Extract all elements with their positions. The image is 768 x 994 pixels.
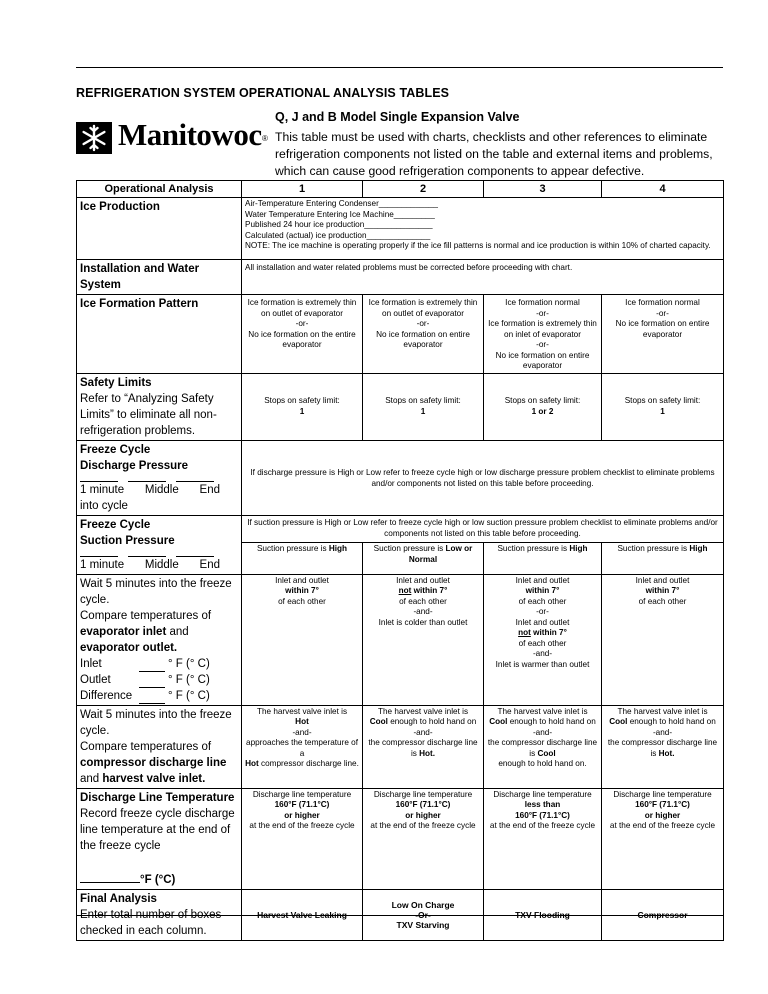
snowflake-logo-icon xyxy=(76,122,112,154)
logo-wordmark: Manitowoc xyxy=(118,117,262,152)
safety-col-3: Stops on safety limit: 1 or 2 xyxy=(484,373,602,440)
ice-production-fields: Air-Temperature Entering Condenser_____________ Water Temperature Entering Ice Machine_________ Published 24 hour ice production_______________ Calculated (actual) ice production______________ NOTE: The ice machine is operating properly if the ice fill patterns is normal and ice production is within 10% of charted capacity. xyxy=(242,198,724,260)
bottom-rule xyxy=(76,915,723,916)
operational-analysis-table xyxy=(76,180,724,941)
header-cell: 1 xyxy=(242,181,363,198)
row-label: Wait 5 minutes into the freeze cycle. Compare temperatures of compressor discharge line and harvest valve inlet. xyxy=(77,705,242,788)
evaporator-col-2: Inlet and outlet not within 7° of each other -and- Inlet is colder than outlet xyxy=(363,574,484,705)
row-label: Ice Formation Pattern xyxy=(77,295,242,374)
table-row xyxy=(77,260,724,295)
table-row xyxy=(77,295,724,374)
ice-formation-col-4: Ice formation normal -or- No ice formation on entire evaporator xyxy=(602,295,724,374)
header-cell: 4 xyxy=(602,181,724,198)
header-cell: 3 xyxy=(484,181,602,198)
row-label: Installation and Water System xyxy=(77,260,242,295)
discharge-temp-col-4: Discharge line temperature 160°F (71.1°C) or higher at the end of the freeze cycle xyxy=(602,788,724,889)
table-row xyxy=(77,515,724,543)
top-rule xyxy=(76,67,723,68)
suction-col-2: Suction pressure is Low or Normal xyxy=(363,543,484,574)
subtitle: Q, J and B Model Single Expansion Valve xyxy=(275,110,520,124)
manitowoc-logo xyxy=(76,116,268,160)
header-cell: 2 xyxy=(363,181,484,198)
row-label: Discharge Line Temperature Record freeze cycle discharge line temperature at the end of the freeze cycle °F (°C) xyxy=(77,788,242,889)
ice-formation-col-3: Ice formation normal -or- Ice formation is extremely thin on inlet of evaporator -or- No ice formation on entire evaporator xyxy=(484,295,602,374)
temperature-blank[interactable] xyxy=(80,882,140,883)
suction-col-3: Suction pressure is High xyxy=(484,543,602,574)
row-label: Final Analysis Enter total number of boxes checked in each column. xyxy=(77,889,242,940)
table-row xyxy=(77,705,724,788)
harvest-col-1: The harvest valve inlet is Hot -and- approaches the temperature of a Hot compressor discharge line. xyxy=(242,705,363,788)
final-col-4: Compressor xyxy=(602,889,724,940)
table-row xyxy=(77,198,724,260)
table-row xyxy=(77,788,724,889)
final-col-2: Low On Charge -Or- TXV Starving xyxy=(363,889,484,940)
ice-formation-col-1: Ice formation is extremely thin on outlet of evaporator -or- No ice formation on the entire evaporator xyxy=(242,295,363,374)
evaporator-col-4: Inlet and outlet within 7° of each other xyxy=(602,574,724,705)
table-row xyxy=(77,440,724,515)
final-col-3: TXV Flooding xyxy=(484,889,602,940)
discharge-temp-col-2: Discharge line temperature 160°F (71.1°C) or higher at the end of the freeze cycle xyxy=(363,788,484,889)
row-label: Ice Production xyxy=(77,198,242,260)
row-label: Wait 5 minutes into the freeze cycle. Compare temperatures of evaporator inlet and evaporator outlet. Inlet ° F (° C) Outlet ° F (° C) Difference ° F (° C) xyxy=(77,574,242,705)
safety-col-1: Stops on safety limit: 1 xyxy=(242,373,363,440)
table-row xyxy=(77,373,724,440)
harvest-col-2: The harvest valve inlet is Cool enough to hold hand on -and- the compressor discharge line is Hot. xyxy=(363,705,484,788)
table-row xyxy=(77,574,724,705)
logo-registered-mark: ® xyxy=(262,134,268,143)
installation-note: All installation and water related problems must be corrected before proceeding with chart. xyxy=(242,260,724,295)
suction-pressure-note: If suction pressure is High or Low refer to freeze cycle high or low suction pressure problem checklist to eliminate problems and/or components not listed on this table before proceeding. xyxy=(242,515,724,543)
discharge-temp-col-3: Discharge line temperature less than 160°F (71.1°C) at the end of the freeze cycle xyxy=(484,788,602,889)
harvest-col-4: The harvest valve inlet is Cool enough to hold hand on -and- the compressor discharge line is Hot. xyxy=(602,705,724,788)
suction-col-1: Suction pressure is High xyxy=(242,543,363,574)
suction-col-4: Suction pressure is High xyxy=(602,543,724,574)
safety-col-4: Stops on safety limit: 1 xyxy=(602,373,724,440)
discharge-temp-col-1: Discharge line temperature 160°F (71.1°C) or higher at the end of the freeze cycle xyxy=(242,788,363,889)
ice-formation-col-2: Ice formation is extremely thin on outlet of evaporator -or- No ice formation on entire evaporator xyxy=(363,295,484,374)
discharge-pressure-note: If discharge pressure is High or Low refer to freeze cycle high or low discharge pressure problem checklist to eliminate problems and/or components not listed on this table before proceeding. xyxy=(242,440,724,515)
page-title: REFRIGERATION SYSTEM OPERATIONAL ANALYSIS TABLES xyxy=(76,86,450,100)
table-header-row xyxy=(77,181,724,198)
row-label: Freeze Cycle Discharge Pressure 1 minute Middle End into cycle xyxy=(77,440,242,515)
header-cell: Operational Analysis xyxy=(77,181,242,198)
evaporator-col-1: Inlet and outlet within 7° of each other xyxy=(242,574,363,705)
intro-paragraph: This table must be used with charts, checklists and other references to eliminate refrigeration components not listed on the table and external items and problems, which can cause good refrigeration components to appear defective. xyxy=(275,130,713,178)
final-col-1: Harvest Valve Leaking xyxy=(242,889,363,940)
row-label: Freeze Cycle Suction Pressure 1 minute Middle End xyxy=(77,515,242,574)
row-label: Safety Limits Refer to “Analyzing Safety Limits” to eliminate all non-refrigeration problems. xyxy=(77,373,242,440)
safety-col-2: Stops on safety limit: 1 xyxy=(363,373,484,440)
harvest-col-3: The harvest valve inlet is Cool enough to hold hand on -and- the compressor discharge line is Cool enough to hold hand on. xyxy=(484,705,602,788)
evaporator-col-3: Inlet and outlet within 7° of each other -or- Inlet and outlet not within 7° of each other -and- Inlet is warmer than outlet xyxy=(484,574,602,705)
